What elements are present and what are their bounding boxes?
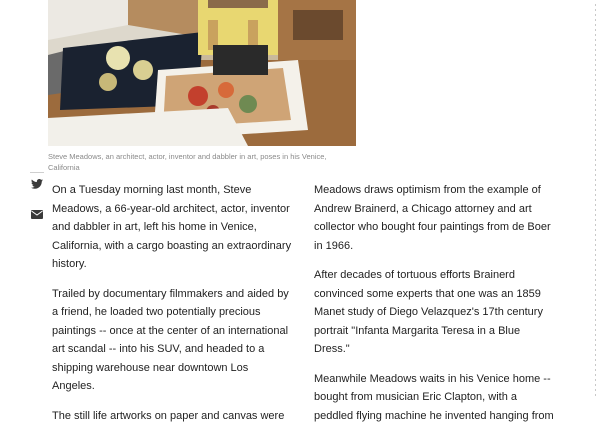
article-paragraph: Meanwhile Meadows waits in his Venice home -- bought from musician Eric Clapton, with a peddled flying machine he invented hanging from [314, 372, 554, 422]
article-column-right [314, 181, 556, 436]
share-divider [30, 172, 44, 173]
article-paragraph: The still life artworks on paper and canvas were [52, 409, 285, 422]
twitter-share-button[interactable] [26, 174, 48, 194]
article-paragraph: Meadows draws optimism from the example of Andrew Brainerd, a Chicago attorney and art collector who bought four paintings from de Boer in 1966. [314, 184, 551, 252]
article-paragraph: Trailed by documentary filmmakers and aided by a friend, he loaded two potentially precious paintings -- once at the center of an international art scandal -- into his SUV, and headed to a shipping warehouse near downtown Los Angeles. [52, 287, 289, 392]
photo-caption: Steve Meadows, an architect, actor, inventor and dabbler in art, poses in his Venice, California [48, 152, 327, 172]
article-column-left [52, 181, 292, 436]
twitter-icon [31, 179, 43, 189]
scrollbar[interactable] [594, 4, 597, 396]
email-share-button[interactable] [26, 204, 48, 224]
article-paragraph: After decades of tortuous efforts Brainerd convinced some experts that one was an 1859 Manet study of Diego Velazquez's 17th century portrait "Infanta Margarita Teresa in a Blue Dress." [314, 269, 543, 355]
article-paragraph: On a Tuesday morning last month, Steve Meadows, a 66-year-old architect, actor, inventor and dabbler in art, left his home in Venice, California, with a cargo boasting an extraordinary history. [52, 184, 292, 270]
article-photo [48, 0, 356, 146]
share-bar [26, 172, 48, 224]
article-photo-illustration [48, 0, 356, 146]
email-icon [31, 210, 43, 219]
